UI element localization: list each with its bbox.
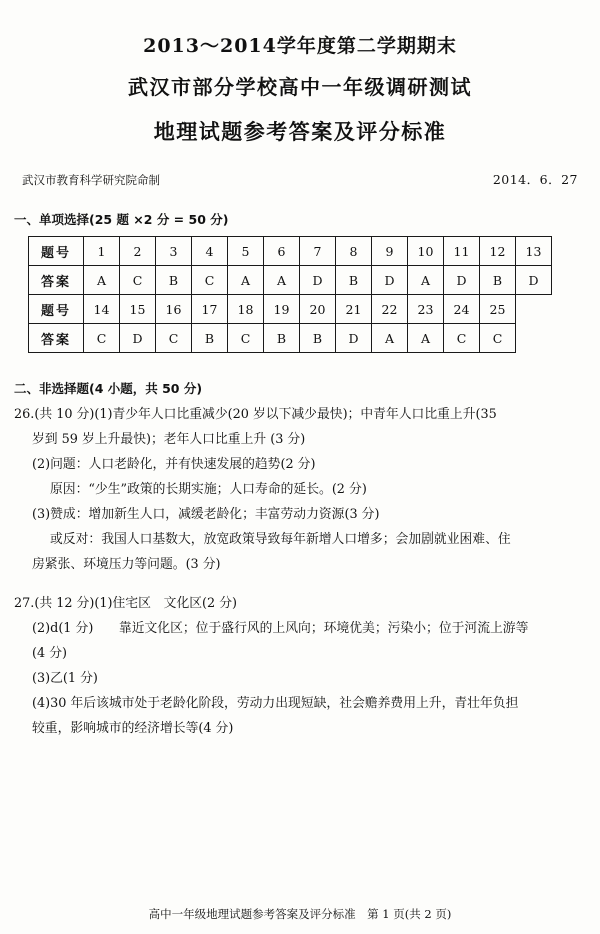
section-heading-2: 二、非选择题(4 小题，共 50 分) — [14, 381, 203, 397]
answer-line: (3)赞成：增加新生人口，减缓老龄化；丰富劳动力资源(3 分) — [32, 506, 380, 522]
table-row — [29, 266, 552, 295]
cell-number: 10 — [408, 237, 444, 266]
cell-answer: A — [372, 324, 408, 353]
title-block — [0, 32, 600, 148]
cell-answer: D — [516, 266, 552, 295]
answer-line: (3)乙(1 分) — [32, 670, 98, 686]
table-row — [29, 324, 552, 353]
cell-number: 17 — [192, 295, 228, 324]
question-spacer — [0, 578, 600, 592]
table-row — [29, 237, 552, 266]
cell-answer: C — [156, 324, 192, 353]
cell-answer: C — [444, 324, 480, 353]
cell-number: 21 — [336, 295, 372, 324]
cell-answer: B — [480, 266, 516, 295]
answer-line: 26.(共 10 分)(1)青少年人口比重减少(20 岁以下减少最快)；中青年人口比重上升(35 — [14, 407, 497, 423]
cell-number: 7 — [300, 237, 336, 266]
row-label-answer: 答案 — [29, 324, 84, 353]
cell-answer: D — [372, 266, 408, 295]
cell-answer: A — [84, 266, 120, 295]
meta-row — [22, 170, 578, 188]
date-text: 2014．6．27 — [492, 172, 578, 188]
cell-answer: C — [84, 324, 120, 353]
row-label-answer: 答案 — [29, 266, 84, 295]
answer-line: 较重，影响城市的经济增长等(4 分) — [32, 720, 234, 736]
row-label-number: 题号 — [29, 295, 84, 324]
cell-answer: D — [300, 266, 336, 295]
cell-answer: B — [156, 266, 192, 295]
cell-number: 25 — [480, 295, 516, 324]
answer-line: (2)问题：人口老龄化，并有快速发展的趋势(2 分) — [32, 457, 316, 472]
cell-number: 8 — [336, 237, 372, 266]
cell-answer: C — [480, 324, 516, 353]
cell-answer: B — [336, 266, 372, 295]
cell-number: 3 — [156, 237, 192, 266]
answer-line: (4 分) — [32, 645, 67, 661]
answer-line: (4)30 年后该城市处于老龄化阶段，劳动力出现短缺，社会赡养费用上升，青壮年负担 — [32, 695, 519, 711]
answer-line: 或反对：我国人口基数大，放宽政策导致每年新增人口增多；会加剧就业困难、住 — [50, 531, 511, 547]
question-block-26 — [14, 403, 582, 578]
document-page — [0, 32, 600, 934]
answer-line: (2)d(1 分) 靠近文化区；位于盛行风的上风向；环境优美；污染小；位于河流上游等 — [32, 620, 529, 636]
origin-text: 武汉市教育科学研究院命制 — [22, 173, 160, 188]
section-heading-1: 一、单项选择(25 题 ×2 分 = 50 分) — [14, 212, 229, 228]
cell-number: 16 — [156, 295, 192, 324]
question-block-27 — [14, 592, 582, 742]
cell-number: 11 — [444, 237, 480, 266]
cell-number: 2 — [120, 237, 156, 266]
cell-empty — [516, 324, 552, 353]
cell-number: 15 — [120, 295, 156, 324]
cell-empty — [516, 295, 552, 324]
cell-answer: B — [300, 324, 336, 353]
row-label-number: 题号 — [29, 237, 84, 266]
cell-answer: C — [120, 266, 156, 295]
cell-number: 6 — [264, 237, 300, 266]
cell-answer: D — [336, 324, 372, 353]
cell-number: 20 — [300, 295, 336, 324]
cell-answer: A — [408, 324, 444, 353]
cell-answer: B — [264, 324, 300, 353]
cell-number: 23 — [408, 295, 444, 324]
cell-answer: C — [192, 266, 228, 295]
answer-line: 房紧张、环境压力等问题。(3 分) — [32, 556, 221, 572]
cell-answer: C — [228, 324, 264, 353]
cell-number: 22 — [372, 295, 408, 324]
page-title-line1: 2013～2014学年度第二学期期末 — [143, 35, 457, 57]
cell-number: 5 — [228, 237, 264, 266]
answer-line: 原因：“少生”政策的长期实施；人口寿命的延长。(2 分) — [50, 481, 367, 497]
cell-number: 12 — [480, 237, 516, 266]
answer-line: 岁到 59 岁上升最快)；老年人口比重上升 (3 分) — [32, 432, 306, 448]
cell-answer: A — [408, 266, 444, 295]
page-title-line3: 地理试题参考答案及评分标准 — [153, 118, 447, 144]
cell-number: 1 — [84, 237, 120, 266]
cell-answer: A — [228, 266, 264, 295]
answer-line: 27.(共 12 分)(1)住宅区 文化区(2 分) — [14, 595, 238, 611]
cell-number: 19 — [264, 295, 300, 324]
cell-answer: D — [444, 266, 480, 295]
cell-number: 13 — [516, 237, 552, 266]
cell-answer: D — [120, 324, 156, 353]
cell-number: 14 — [84, 295, 120, 324]
cell-answer: B — [192, 324, 228, 353]
table-row — [29, 295, 552, 324]
page-title-line2: 武汉市部分学校高中一年级调研测试 — [128, 74, 472, 99]
cell-number: 4 — [192, 237, 228, 266]
cell-answer: A — [264, 266, 300, 295]
cell-number: 18 — [228, 295, 264, 324]
answer-key-table — [28, 236, 552, 353]
cell-number: 9 — [372, 237, 408, 266]
page-footer: 高中一年级地理试题参考答案及评分标准 第 1 页(共 2 页) — [148, 907, 452, 921]
cell-number: 24 — [444, 295, 480, 324]
